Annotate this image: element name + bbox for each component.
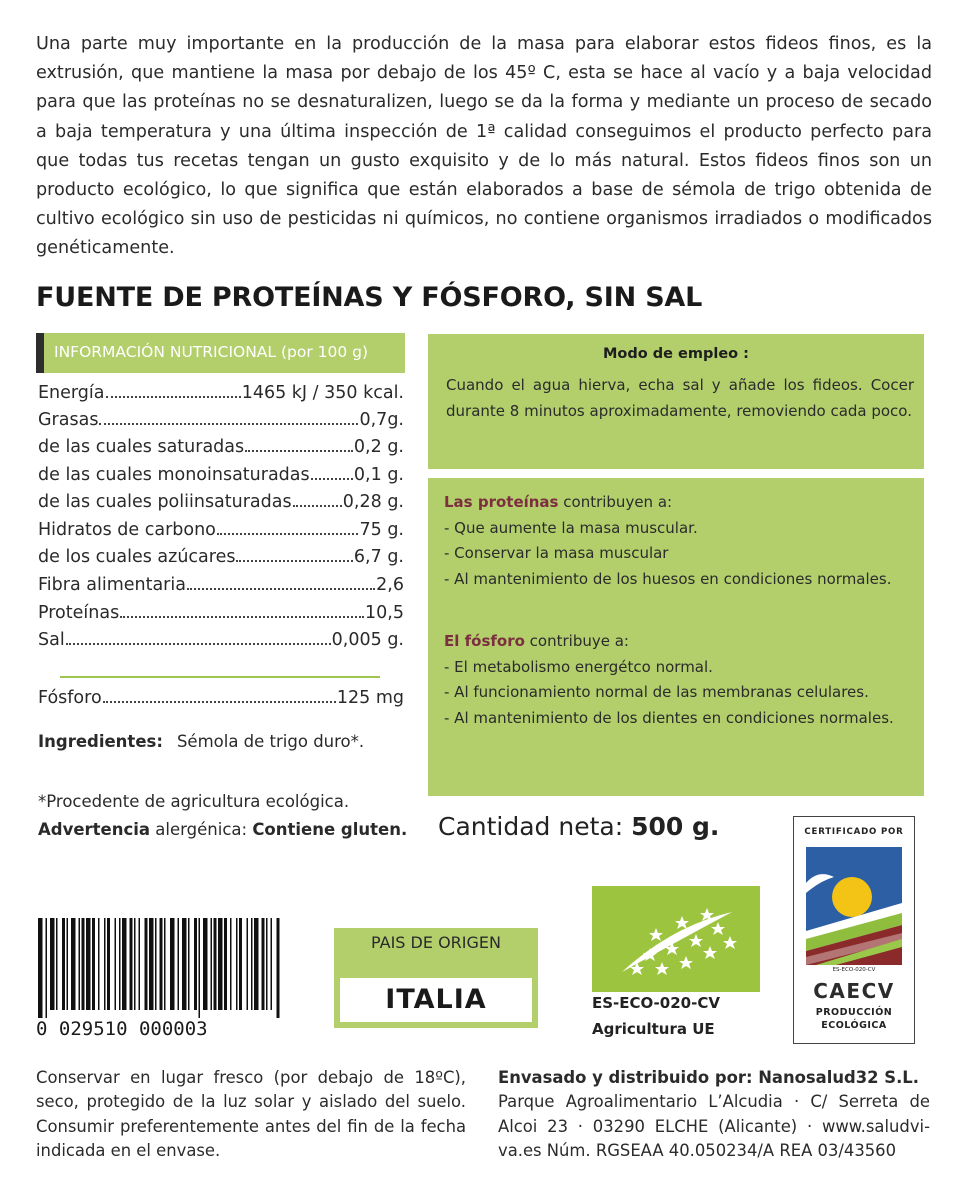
footnote: *Procedente de agricultura ecológica.: [38, 792, 350, 811]
eu-agriculture-label: Agricultura UE: [592, 1020, 715, 1038]
storage-instructions: Conservar en lugar fresco (por debajo de 18ºC), seco, protegido de la luz solar y aislado del suelo. Consumir preferentemente antes del fin de la fecha indicada en el envase.: [36, 1068, 466, 1161]
nutrition-row: Grasas 0,7g.: [38, 410, 404, 430]
nutrition-header: [36, 333, 405, 373]
nutrition-row: Proteínas 10,5: [38, 603, 404, 623]
caecv-certification: [793, 816, 915, 1044]
origin-label: PAIS DE ORIGEN: [371, 933, 501, 952]
caecv-code: ES-ECO-020-CV: [832, 967, 876, 973]
phosphorus-highlight: El fósforo: [444, 632, 525, 650]
usage-title: Modo de empleo :: [603, 346, 749, 362]
caecv-name: CAECV: [813, 979, 895, 1003]
nutrition-row: de las cuales saturadas 0,2 g.: [38, 437, 404, 457]
caecv-line1: PRODUCCIÓN: [815, 1007, 893, 1018]
caecv-logo-icon: [806, 847, 902, 965]
nutrition-separator: [60, 676, 380, 678]
eu-organic-leaf-icon: [592, 886, 760, 992]
list-item: - Al funcionamiento normal de las membranas celulares.: [444, 683, 869, 701]
allergen-warning: Advertencia alergénica: Contiene gluten.: [38, 820, 408, 839]
usage-box: [428, 334, 924, 469]
list-item: - Al mantenimiento de los dientes en condiciones normales.: [444, 708, 894, 727]
list-item: - Conservar la masa muscular: [444, 544, 669, 562]
company-info: [498, 1066, 930, 1164]
protein-highlight: Las proteínas: [444, 493, 559, 511]
company-head: Envasado y distribuido por: Nanosalud32 S.L.: [498, 1068, 919, 1087]
net-quantity: Cantidad neta: 500 g.: [438, 812, 720, 841]
headline: FUENTE DE PROTEÍNAS Y FÓSFORO, SIN SAL: [36, 282, 703, 313]
phosphorus-claims: El fósforo contribuye a: - El metabolismo energétco normal. - Al funcionamiento normal de las membranas celulares. - Al mantenimiento de los dientes en condiciones normales.: [444, 629, 916, 731]
caecv-line2: ECOLÓGICA: [821, 1020, 887, 1031]
nutrition-row-phosphorus: Fósforo 125 mg: [38, 688, 404, 708]
barcode-number: 0 029510 000003: [36, 1018, 208, 1040]
header-accent-bar: [36, 333, 44, 373]
health-claims-box: [428, 478, 924, 796]
list-item: - Al mantenimiento de los huesos en condiciones normales.: [444, 569, 892, 588]
nutrition-row: Fibra alimentaria 2,6: [38, 575, 404, 595]
nutrition-row: de las cuales monoinsaturadas 0,1 g.: [38, 465, 404, 485]
ingredients: Ingredientes: Sémola de trigo duro*.: [38, 732, 365, 751]
nutrition-row: de las cuales poliinsaturadas 0,28 g.: [38, 492, 404, 512]
nutrition-row: Energía 1465 kJ / 350 kcal.: [38, 383, 404, 403]
certified-by-label: CERTIFICADO POR: [804, 827, 904, 837]
company-address: Parque Agroalimentario L’Alcudia · C/ Serreta de Alcoi 23 · 03290 ELCHE (Alicante) · www.saludvi-va.es Núm. RGSEAA 40.050234/A REA 03/43560: [498, 1092, 930, 1161]
origin-box: [334, 928, 538, 1028]
nutrition-header-label: INFORMACIÓN NUTRICIONAL (por 100 g): [54, 343, 369, 361]
nutrition-row: Sal 0,005 g.: [38, 630, 404, 650]
origin-value: ITALIA: [385, 984, 487, 1015]
nutrition-row: Hidratos de carbono 75 g.: [38, 520, 404, 540]
usage-text: Cuando el agua hierva, echa sal y añade los fideos. Cocer durante 8 minutos aproximadamente, removiendo cada poco.: [446, 376, 914, 420]
list-item: - El metabolismo energétco normal.: [444, 657, 713, 676]
list-item: - Que aumente la masa muscular.: [444, 518, 698, 537]
barcode-icon: [36, 918, 282, 1018]
intro-paragraph: Una parte muy importante en la producción de la masa para elaborar estos fideos finos, es la extrusión, que mantiene la masa por debajo de los 45º C, esta se hace al vacío y a baja velocidad para que las proteínas no se desnaturalizen, luego se da la forma y mediante un proceso de secado a baja temperatura y una última inspección de 1ª calidad conseguimos el producto perfecto para que todas tus recetas tengan un gusto exquisito y de lo más natural. Estos fideos finos son un producto ecológico, lo que significa que están elaborados a base de sémola de trigo obtenida de cultivo ecológico sin uso de pesticidas ni químicos, no contiene organismos irradiados o modificados genéticamente.: [36, 34, 932, 259]
eu-code: ES-ECO-020-CV: [592, 994, 720, 1012]
nutrition-row: de los cuales azúcares 6,7 g.: [38, 547, 404, 567]
protein-claims: Las proteínas contribuyen a: - Que aumente la masa muscular. - Conservar la masa muscular - Al mantenimiento de los huesos en condiciones normales.: [444, 490, 916, 592]
